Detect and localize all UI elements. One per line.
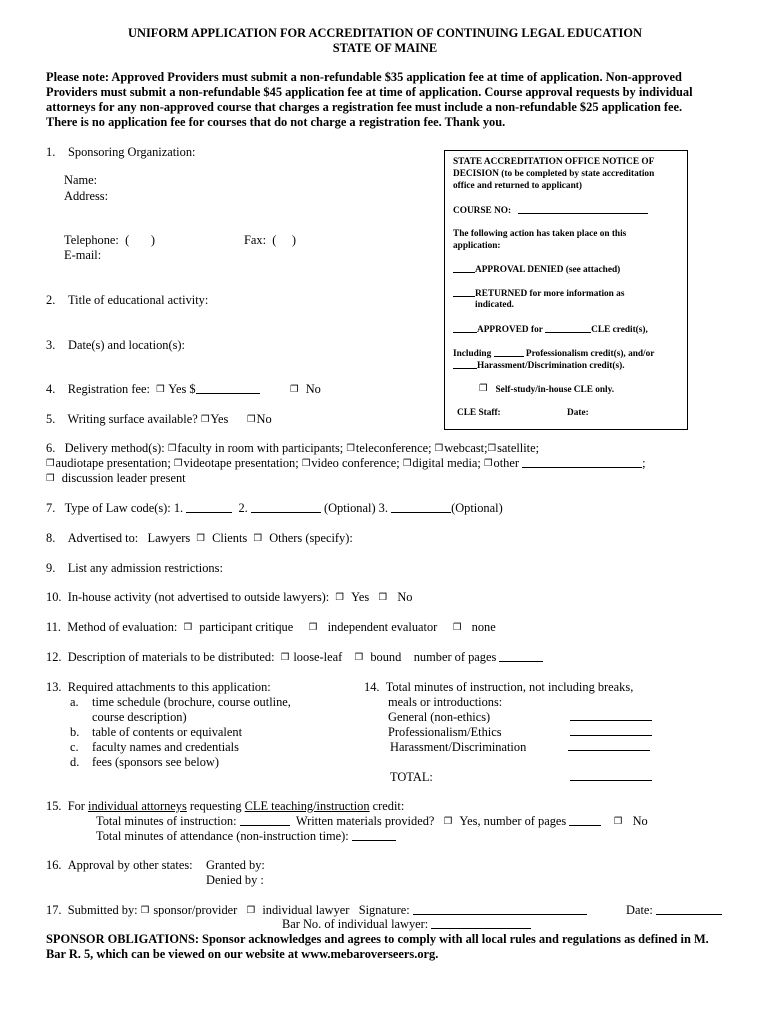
q6-row-2 [46,456,646,471]
q17-signature-label: Signature: [358,903,410,917]
q6-row-1 [46,441,539,456]
q15-pages-line[interactable] [569,814,601,826]
q8-lawyers-label: Lawyers [147,531,191,545]
q16-granted-label: Granted by: [206,858,265,872]
q13-d-text: fees (sponsors see below) [92,755,219,769]
box-denied-label: APPROVAL DENIED (see attached) [475,265,621,275]
box-returned-label: RETURNED for more information as [475,289,625,299]
q2-number: 2. [46,293,56,307]
q4-label: Registration fee: [67,382,150,396]
q7-two-label: 2. [238,501,248,515]
q7-code2-line[interactable] [251,501,321,513]
checkbox-icon[interactable]: ❒ [46,473,55,484]
q14-label-2: meals or introductions: [388,695,503,709]
q10-row [46,590,412,605]
q15-number: 15. [46,799,62,813]
box-heading-1: STATE ACCREDITATION OFFICE NOTICE OF [453,157,655,167]
box-date-label: Date: [567,408,589,418]
q7-optional-end: (Optional) [451,501,503,515]
q14-general-label: General (non-ethics) [388,710,491,724]
checkbox-icon[interactable]: ❒ [402,458,412,469]
q7-number: 7. [46,501,56,515]
box-including-label: Including [453,349,492,359]
checkbox-icon[interactable]: ❒ [183,622,193,633]
q12-pages-line[interactable] [499,650,543,662]
checkbox-icon[interactable]: ❒ [290,384,299,395]
q15-individual-attorneys: individual attorneys [88,799,187,813]
q10-no-label: No [397,590,413,604]
q9-label: List any admission restrictions: [67,561,223,575]
q12-bound: bound [370,650,402,664]
q11-label: Method of evaluation: [67,620,178,634]
checkbox-icon[interactable]: ❒ [483,458,493,469]
note-line-2: Providers must submit a non-refundable $45 application fee at time of application. Course approval requests by individual [46,85,693,99]
form-subtitle: STATE OF MAINE [332,41,438,55]
q1-number: 1. [46,145,56,159]
q14-header [364,680,633,695]
q2-label: Title of educational activity: [68,293,209,307]
q4-yes-label: Yes $ [168,382,196,396]
q5-no-label: No [256,412,272,426]
q8-clients-label: Clients [212,531,248,545]
q6-row-3 [46,471,186,486]
q17-label: Submitted by: [67,903,138,917]
checkbox-icon[interactable]: ❒ [434,443,444,454]
checkbox-icon[interactable]: ❒ [354,652,364,663]
q15-for: For [67,799,85,813]
q10-yes-label: Yes [351,590,370,604]
q13-d-letter: d. [70,755,80,769]
q6-opt-faculty: faculty in room with participants; [177,441,344,455]
q1-fax-label: Fax: ( ) [244,233,296,247]
sponsor-obligations-line-1: SPONSOR OBLIGATIONS: Sponsor acknowledges and agrees to comply with all local rules and regulations as defined in M. [46,932,709,946]
q6-opt-discussion-leader: discussion leader present [61,471,186,485]
q9-row [46,561,223,576]
q8-number: 8. [46,531,56,545]
q10-label: In-house activity (not advertised to outside lawyers): [67,590,330,604]
q3-label: Date(s) and location(s): [68,338,185,352]
q14-prof-line[interactable] [570,724,652,736]
q12-number: 12. [46,650,62,664]
checkbox-icon[interactable]: ❒ [487,443,497,454]
note-line-1: Please note: Approved Providers must submit a non-refundable $35 application fee at time of application. Non-approved [46,70,682,84]
box-approved-label: APPROVED for [477,325,543,335]
q13-b-letter: b. [70,725,80,739]
q6-other-line[interactable] [522,456,642,468]
box-heading-3: office and returned to applicant) [453,181,582,191]
box-harass-label: Harassment/Discrimination credit(s). [477,361,625,371]
q17-bar-row [282,917,531,932]
box-course-no-line[interactable] [518,204,648,214]
q6-other-end: ; [642,456,646,470]
form-title: UNIFORM APPLICATION FOR ACCREDITATION OF CONTINUING LEGAL EDUCATION [128,26,642,40]
q14-number: 14. [364,680,380,694]
q6-opt-teleconference: teleconference; [355,441,432,455]
q6-number: 6. [46,441,56,455]
note-line-4: There is no application fee for courses that do not charge a registration fee. Thank you. [46,115,506,129]
q13-header [46,680,271,695]
checkbox-icon[interactable]: ❒ [167,443,177,454]
q15-attendance-row [96,829,396,844]
q1-telephone-label: Telephone: ( ) [64,233,155,247]
box-approved-credits-line[interactable] [545,323,591,333]
checkbox-icon[interactable]: ❒ [613,816,623,827]
box-heading-2: DECISION (to be completed by state accreditation [453,169,655,179]
box-returned-line[interactable] [453,287,475,297]
q4-number: 4. [46,382,56,396]
box-harass-line[interactable] [453,359,477,369]
q13-c-letter: c. [70,740,79,754]
q13-a-text-2: course description) [92,710,187,724]
q15-instruction-line[interactable] [240,814,290,826]
q17-date-label: Date: [626,903,653,917]
checkbox-icon[interactable]: ❒ [479,383,488,394]
box-approved-line[interactable] [453,323,477,333]
q17-date [626,903,722,918]
q11-participant-critique: participant critique [199,620,294,634]
checkbox-icon[interactable]: ❒ [346,443,355,454]
q17-date-line[interactable] [656,903,722,915]
box-selfstudy-label: Self-study/in-house CLE only. [495,385,615,395]
box-harass [453,359,625,372]
q4-no-option [290,382,321,397]
q5-label: Writing surface available? [67,412,198,426]
box-prof-line[interactable] [494,347,524,357]
q16-number: 16. [46,858,62,872]
q14-prof-label: Professionalism/Ethics [388,725,502,739]
q6-opt-webcast: webcast; [444,441,488,455]
q8-row [46,531,353,546]
q5-yes-label: Yes [210,412,229,426]
box-returned-2: indicated. [475,300,514,310]
checkbox-icon[interactable]: ❒ [173,458,183,469]
q7-label: Type of Law code(s): 1. [64,501,184,515]
q11-none: none [471,620,496,634]
q12-pages-label: number of pages [413,650,497,664]
q13-b-text: table of contents or equivalent [92,725,243,739]
q6-opt-other: other [493,456,519,470]
q15-instruction-row [96,814,648,829]
q17-bar-label: Bar No. of individual lawyer: [282,917,429,931]
q14-general-line[interactable] [570,709,652,721]
q7-code3-line[interactable] [391,501,451,513]
q12-row [46,650,543,665]
q15-requesting: requesting [189,799,242,813]
q15-written-label: Written materials provided? [295,814,435,828]
q3-number: 3. [46,338,56,352]
q1-email-label: E-mail: [64,248,102,262]
note-line-3: attorneys for any non-approved course that charges a registration fee must include a non-refundable $25 application fee. [46,100,683,114]
q8-others-label: Others (specify): [269,531,353,545]
q15-attendance-line[interactable] [352,829,396,841]
checkbox-icon[interactable]: ❒ [196,533,205,544]
checkbox-icon[interactable]: ❒ [140,905,150,916]
q15-cle-teaching: CLE teaching/instruction [244,799,370,813]
checkbox-icon[interactable]: ❒ [301,458,311,469]
q15-attendance-label: Total minutes of attendance (non-instruction time): [96,829,349,843]
q12-loose-leaf: loose-leaf [293,650,343,664]
q17-sponsor-provider: sponsor/provider [153,903,238,917]
checkbox-icon[interactable]: ❒ [452,622,462,633]
q16-label: Approval by other states: [67,858,193,872]
q15-header [46,799,404,814]
q13-a-text: time schedule (brochure, course outline, [92,695,291,709]
q17-number: 17. [46,903,62,917]
box-staff-label: CLE Staff: [457,408,501,418]
q11-number: 11. [46,620,62,634]
q11-row [46,620,496,635]
q13-number: 13. [46,680,62,694]
checkbox-icon[interactable]: ❒ [156,384,165,395]
q13-a-letter: a. [70,695,79,709]
q6-opt-videoconference: video conference; [311,456,400,470]
checkbox-icon[interactable]: ❒ [378,592,388,603]
q13-label: Required attachments to this application: [67,680,271,694]
checkbox-icon[interactable]: ❒ [280,652,290,663]
q6-opt-digital-media: digital media; [412,456,481,470]
checkbox-icon[interactable]: ❒ [253,533,262,544]
box-selfstudy [479,383,614,396]
q14-harass-line[interactable] [568,739,650,751]
checkbox-icon[interactable]: ❒ [46,458,55,469]
checkbox-icon[interactable]: ❒ [308,622,318,633]
box-action-1: The following action has taken place on this [453,229,627,239]
q7-optional-3-label: (Optional) 3. [323,501,388,515]
q17-row [46,903,587,918]
q17-bar-line[interactable] [431,917,531,929]
q6-opt-satellite: satellite; [497,441,540,455]
box-denied [453,263,620,276]
checkbox-icon[interactable]: ❒ [200,414,210,425]
box-action-2: application: [453,241,501,251]
q11-independent-evaluator: independent evaluator [327,620,438,634]
q12-label: Description of materials to be distributed: [67,650,275,664]
q6-label: Delivery method(s): [64,441,165,455]
q13-c-text: faculty names and credentials [92,740,239,754]
q1-name-label: Name: [64,173,98,187]
box-denied-line[interactable] [453,263,475,273]
q6-opt-videotape: videotape presentation; [183,456,299,470]
q7-row [46,501,503,516]
checkbox-icon[interactable]: ❒ [335,592,344,603]
checkbox-icon[interactable]: ❒ [246,414,256,425]
q14-harass-label: Harassment/Discrimination [390,740,527,754]
q17-individual-lawyer: individual lawyer [262,903,350,917]
q14-label: Total minutes of instruction, not including breaks, [385,680,634,694]
q17-signature-line[interactable] [413,903,587,915]
q15-yes-label: Yes, number of pages [459,814,567,828]
q15-credit: credit: [372,799,405,813]
sponsor-obligations-line-2: Bar R. 5, which can be viewed on our website at www.mebaroverseers.org. [46,947,439,961]
box-approved [453,323,648,336]
q4-no-label: No [305,382,321,396]
q9-number: 9. [46,561,56,575]
q1-label: Sponsoring Organization: [68,145,196,159]
box-course-no [453,204,648,217]
box-prof-label: Professionalism credit(s), and/or [525,349,655,359]
checkbox-icon[interactable]: ❒ [246,905,256,916]
q10-number: 10. [46,590,62,604]
box-course-no-label: COURSE NO: [453,206,512,216]
q8-label: Advertised to: [67,531,139,545]
q14-total-label: TOTAL: [390,770,433,784]
q6-opt-audiotape: audiotape presentation; [55,456,171,470]
q15-total-instruction-label: Total minutes of instruction: [96,814,237,828]
q14-total-line[interactable] [570,769,652,781]
q7-code1-line[interactable] [186,501,232,513]
q4-fee-line[interactable] [196,382,260,394]
q5-row [46,412,272,427]
q1-address-label: Address: [64,189,109,203]
q15-no-label: No [632,814,648,828]
notice-of-decision-box [444,150,688,430]
q5-number: 5. [46,412,56,426]
q16-denied-label: Denied by : [206,873,264,887]
checkbox-icon[interactable]: ❒ [443,816,453,827]
box-approved-credits-label: CLE credit(s), [591,325,648,335]
q16-header [46,858,193,873]
q4-row [46,382,260,397]
